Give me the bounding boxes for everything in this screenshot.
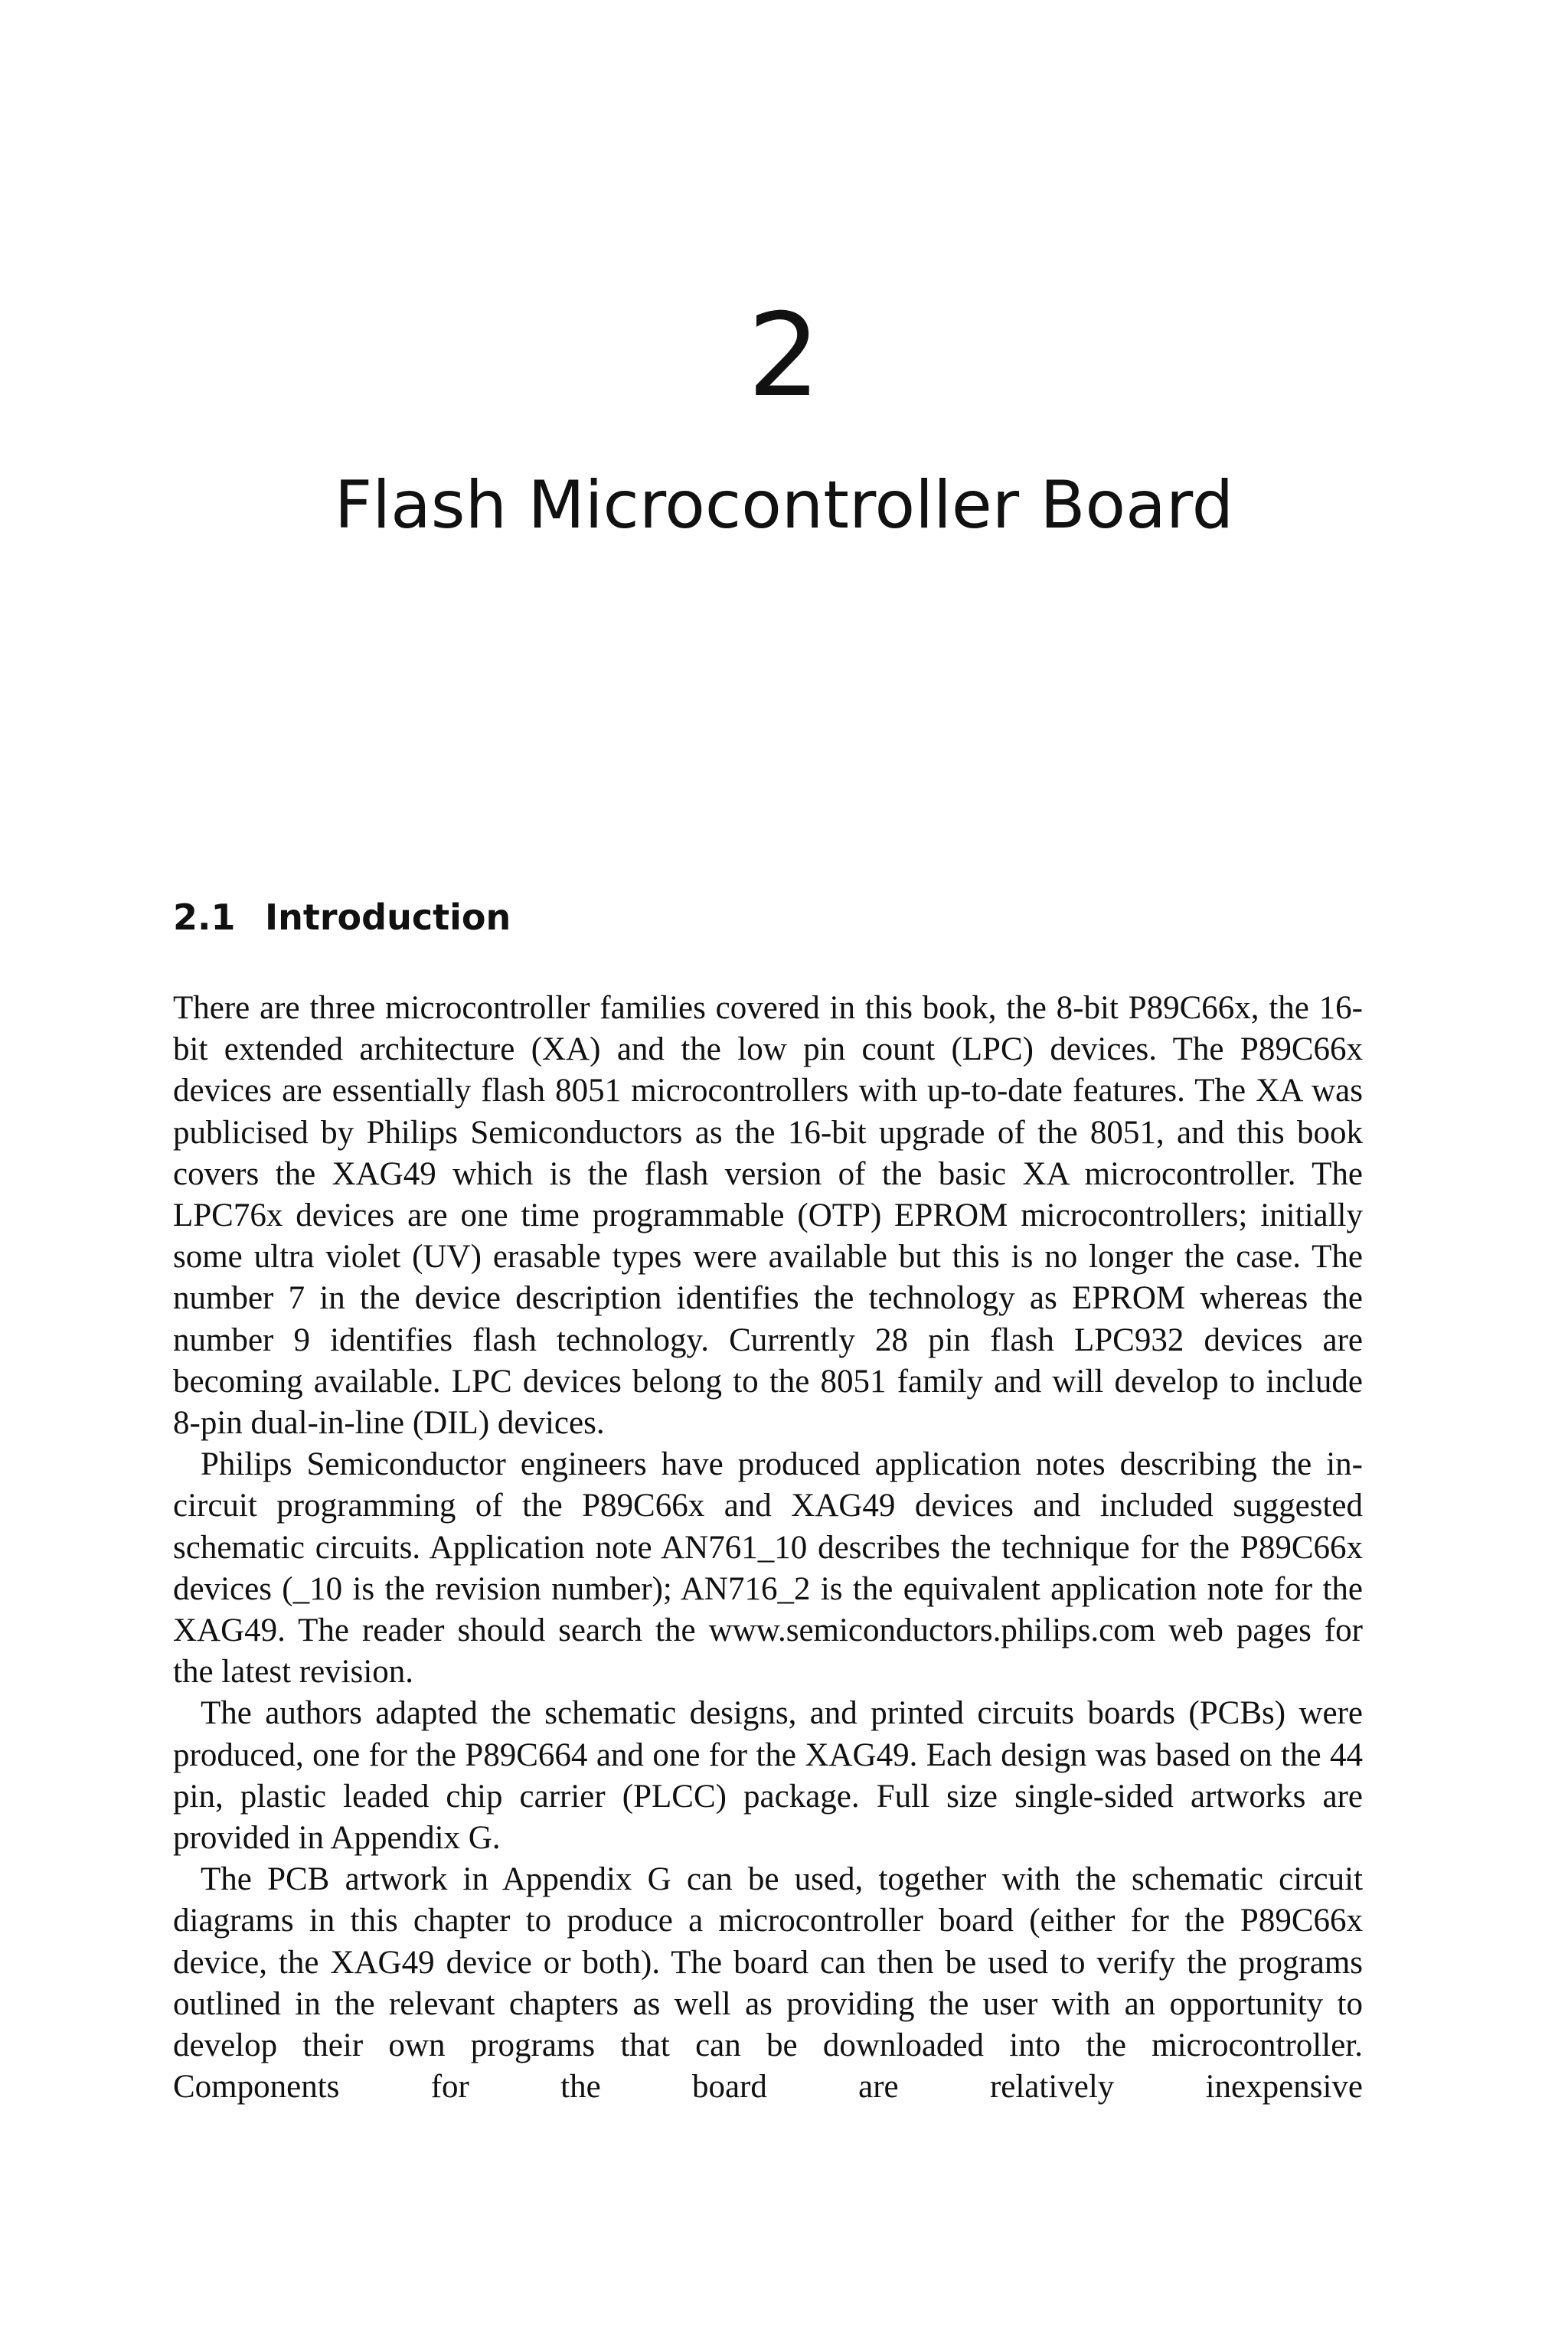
body-text [173, 988, 1363, 2108]
paragraph-pcb-designs: The authors adapted the schematic designs, and printed circuits boards (PCBs) were produced, one for the P89C664 and one for the XAG49. Each design was based on the 44 pin, plastic leaded chip carrier (PLCC) package. Full size single-sided artworks are provided in Appendix G. [173, 1695, 1363, 1857]
paragraph-intro-families: There are three microcontroller families covered in this book, the 8-bit P89C66x, the 16-bit extended architecture (XA) and the low pin count (LPC) devices. The P89C66x devices are essentially flash 8051 microcontrollers with up-to-date features. The XA was publicised by Philips Semiconductors as the 16-bit upgrade of the 8051, and this book covers the XAG49 which is the flash version of the basic XA microcontroller. The LPC76x devices are one time programmable (OTP) EPROM microcontrollers; initially some ultra violet (UV) erasable types were available but this is no longer the case. The number 7 in the device description identifies the technology as EPROM whereas the number 9 identifies flash technology. Currently 28 pin flash LPC932 devices are becoming available. LPC devices belong to the 8051 family and will develop to include 8-pin dual-in-line (DIL) devices. [173, 990, 1363, 1442]
section-number: 2.1 [173, 897, 236, 938]
chapter-number: 2 [747, 289, 821, 423]
paragraph-pcb-artwork: The PCB artwork in Appendix G can be used, together with the schematic circuit diagrams in this chapter to produce a microcontroller board (either for the P89C66x device, the XAG49 device or both). The board can then be used to verify the programs outlined in the relevant chapters as well as providing the user with an opportunity to develop their own programs that can be downloaded into the microcontroller. Components for the board are relatively inexpensive [173, 1861, 1363, 2106]
paragraph-application-notes: Philips Semiconductor engineers have produced application notes describing the in-circuit programming of the P89C66x and XAG49 devices and included suggested schematic circuits. Application note AN761_10 describes the technique for the P89C66x devices (_10 is the revision number); AN716_2 is the equivalent application note for the XAG49. The reader should search the www.semiconductors.philips.com web pages for the latest revision. [173, 1446, 1363, 1691]
chapter-title: Flash Microcontroller Board [334, 467, 1234, 544]
section-title: Introduction [265, 897, 511, 938]
section-heading [173, 894, 511, 940]
